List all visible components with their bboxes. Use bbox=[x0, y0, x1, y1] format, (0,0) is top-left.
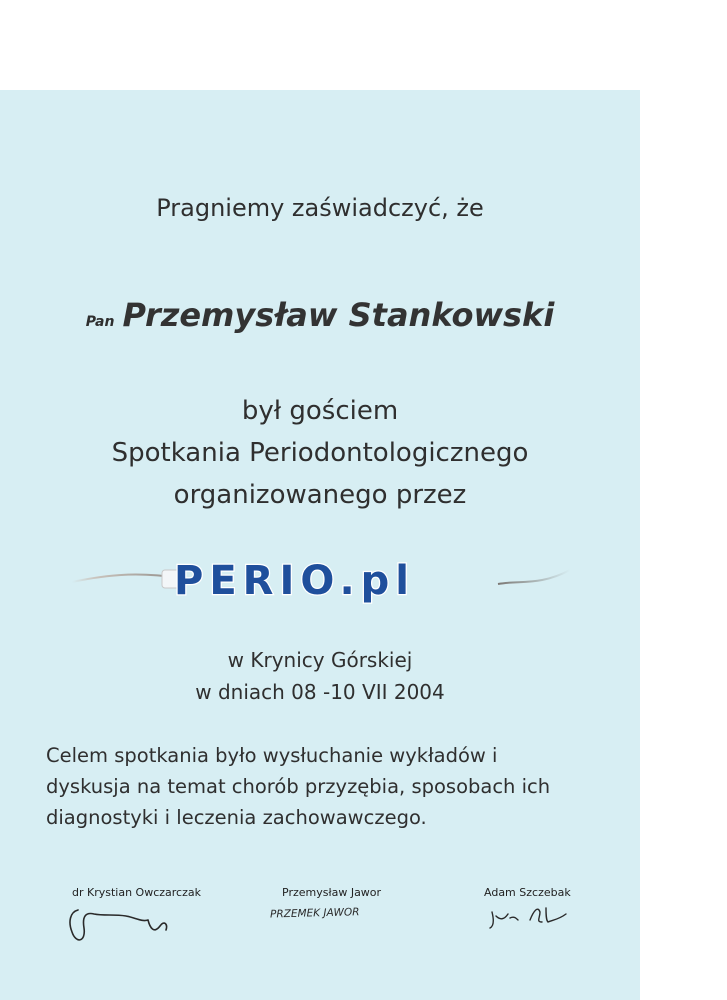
signer-name-1: dr Krystian Owczarczak bbox=[72, 886, 201, 899]
guest-line: był gościem bbox=[241, 396, 399, 426]
certificate-sheet bbox=[0, 90, 640, 1000]
event-dates: w dniach 08 -10 VII 2004 bbox=[195, 680, 445, 704]
perio-logo bbox=[70, 552, 580, 606]
logo-text: PERIO.pl bbox=[174, 558, 415, 604]
honorific: Pan bbox=[85, 314, 115, 330]
event-place: w Krynicy Górskiej bbox=[227, 648, 413, 672]
signature-3 bbox=[486, 898, 576, 934]
signer-name-2: Przemysław Jawor bbox=[282, 886, 382, 899]
recipient-name: Przemysław Stankowski bbox=[122, 296, 555, 334]
signature-2-handwriting: PRZEMEK JAWOR bbox=[269, 906, 360, 921]
signature-2 bbox=[268, 896, 398, 926]
signer-name-3: Adam Szczebak bbox=[484, 886, 571, 899]
purpose-paragraph bbox=[46, 740, 626, 833]
organized-by-line: organizowanego przez bbox=[173, 480, 467, 510]
recipient-line bbox=[0, 296, 640, 334]
certificate-intro: Pragniemy zaświadczyć, że bbox=[156, 194, 484, 222]
purpose-line: dyskusja na temat chorób przyzębia, sposobach ich bbox=[46, 775, 551, 798]
purpose-line: diagnostyki i leczenia zachowawczego. bbox=[46, 806, 427, 829]
signature-1 bbox=[64, 902, 174, 950]
purpose-line: Celem spotkania było wysłuchanie wykładów i bbox=[46, 744, 498, 767]
logo-swoosh-right bbox=[498, 570, 570, 584]
meeting-line: Spotkania Periodontologicznego bbox=[111, 438, 529, 468]
